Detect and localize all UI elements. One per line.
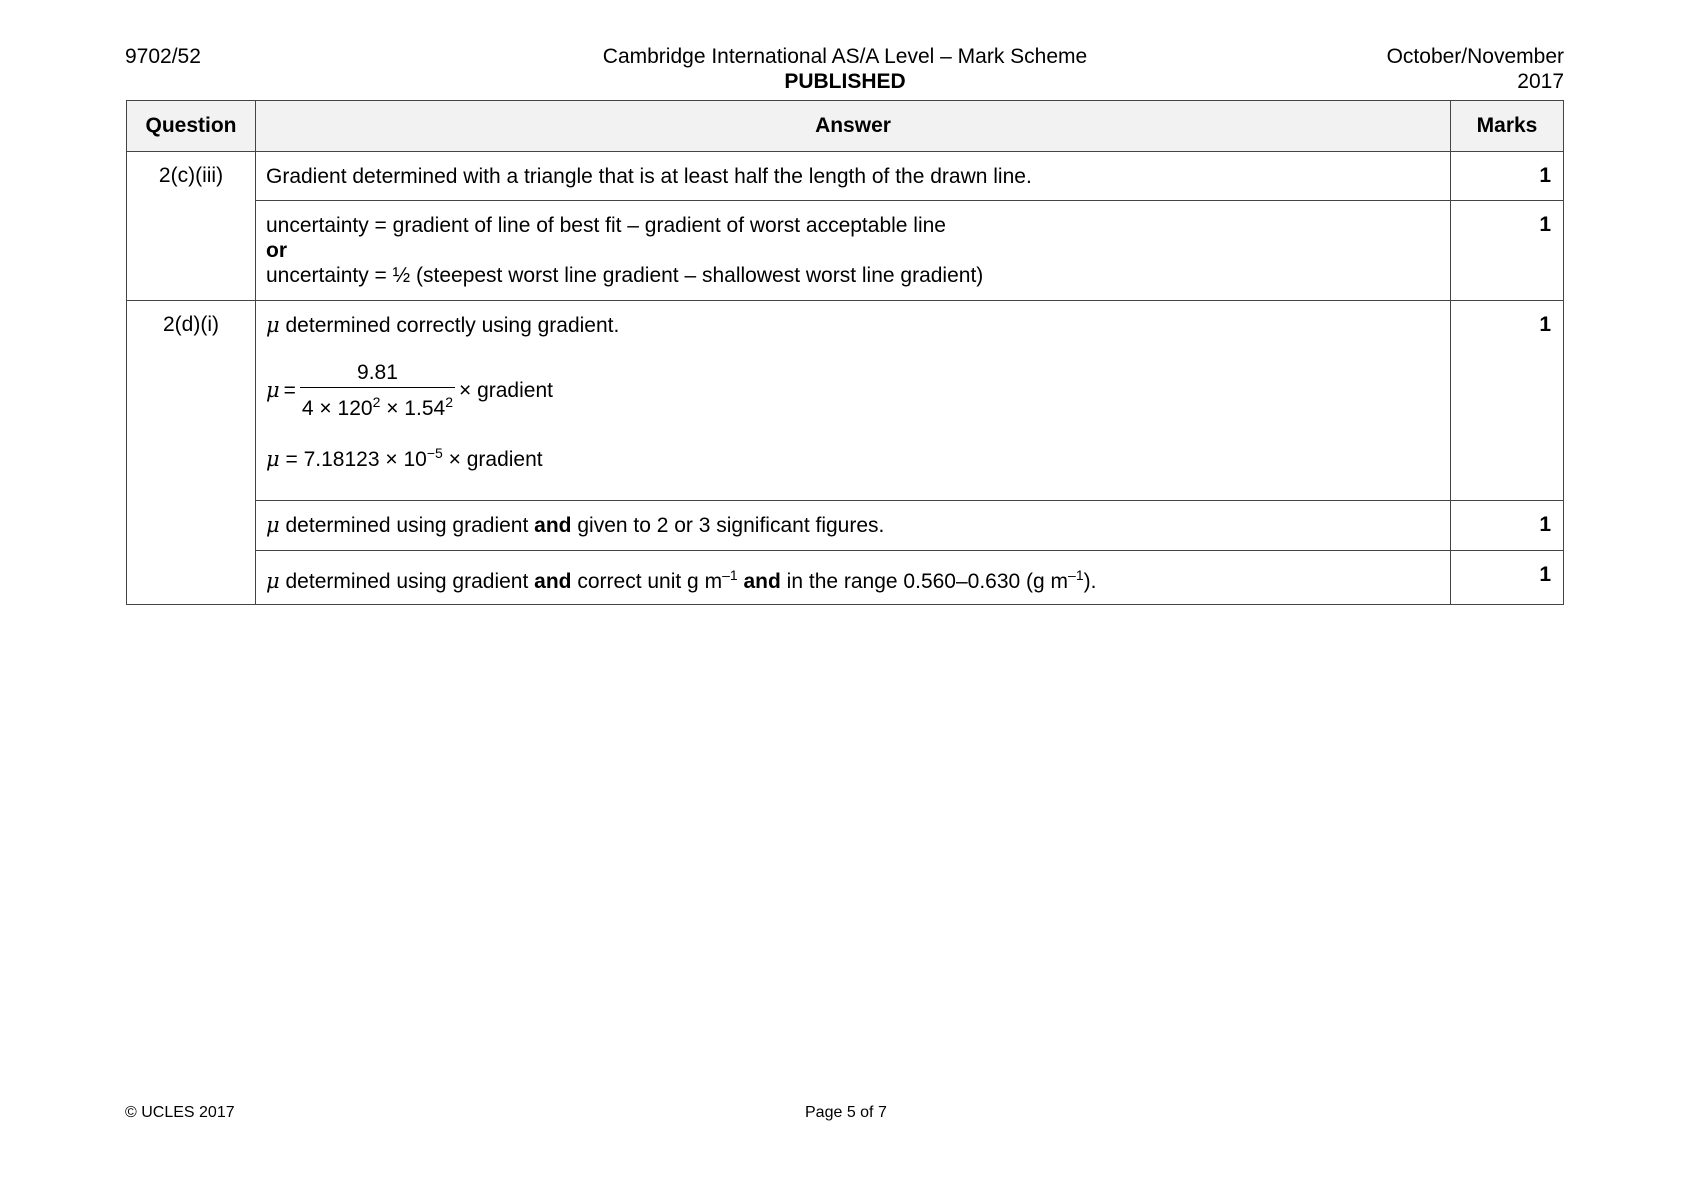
page-number: Page 5 of 7	[805, 1104, 887, 1121]
exponent: –1	[1068, 567, 1084, 583]
table-row	[127, 301, 1564, 501]
denominator-part: 4 × 120	[301, 397, 373, 420]
table-header-row	[127, 101, 1564, 152]
marks-cell: 1	[1451, 201, 1564, 301]
exponent: 2	[445, 394, 453, 410]
marks-cell: 1	[1451, 551, 1564, 605]
answer-text: determined using gradient	[285, 514, 535, 537]
answer-text: ).	[1083, 570, 1097, 593]
answer-and: and	[534, 514, 572, 537]
column-header-marks: Marks	[1451, 101, 1564, 152]
mu-symbol: μ	[266, 569, 280, 593]
session-year: 2017	[1517, 70, 1564, 93]
answer-line: uncertainty = gradient of line of best fit – gradient of worst acceptable line	[266, 214, 946, 237]
answer-text: determined correctly using gradient.	[285, 314, 620, 337]
marks-cell: 1	[1451, 501, 1564, 551]
marks-cell: 1	[1451, 301, 1564, 501]
answer-line: uncertainty = ½ (steepest worst line gradient – shallowest worst line gradient)	[266, 264, 984, 287]
copyright: © UCLES 2017	[125, 1104, 235, 1121]
mu-symbol: μ	[266, 378, 280, 402]
paper-code: 9702/52	[125, 45, 201, 68]
answer-text: in the range 0.560–0.630 (g m	[780, 570, 1069, 593]
answer-cell	[256, 301, 1451, 501]
question-number: 2(c)(iii)	[127, 152, 256, 301]
answer-cell	[256, 501, 1451, 551]
mu-symbol: μ	[266, 513, 280, 537]
equation-text: × gradient	[442, 448, 543, 471]
equation-text: = 7.18123 × 10	[285, 448, 427, 471]
equals-sign: =	[283, 379, 296, 402]
session-name: October/November	[1386, 45, 1564, 68]
document-title: Cambridge International AS/A Level – Mark Scheme	[602, 45, 1088, 68]
question-number: 2(d)(i)	[127, 301, 256, 605]
exam-session	[1387, 44, 1564, 94]
exponent: −5	[426, 445, 443, 461]
answer-cell	[256, 201, 1451, 301]
times-gradient: × gradient	[458, 379, 553, 402]
fraction	[300, 360, 455, 421]
answer-and: and	[743, 570, 781, 593]
answer-text: given to 2 or 3 significant figures.	[571, 514, 885, 537]
mu-symbol: μ	[266, 313, 280, 337]
mark-scheme-table	[126, 100, 1564, 605]
column-header-question: Question	[127, 101, 256, 152]
answer-cell: Gradient determined with a triangle that is at least half the length of the drawn line.	[256, 152, 1451, 201]
table-row	[127, 201, 1564, 301]
fraction-numerator: 9.81	[300, 360, 455, 388]
answer-cell	[256, 551, 1451, 605]
denominator-part: × 1.54	[380, 397, 446, 420]
answer-and: and	[534, 570, 572, 593]
mu-symbol: μ	[266, 447, 280, 471]
column-header-answer: Answer	[256, 101, 1451, 152]
answer-line	[266, 313, 1440, 338]
table-row	[127, 551, 1564, 605]
equation-mu-fraction	[266, 360, 1440, 421]
table-row	[127, 501, 1564, 551]
exponent: 2	[372, 394, 381, 410]
equation-mu-value	[266, 441, 1440, 472]
answer-or: or	[266, 239, 287, 262]
table-row	[127, 152, 1564, 201]
answer-text: correct unit g m	[571, 570, 723, 593]
answer-text: determined using gradient	[285, 570, 535, 593]
exponent: –1	[722, 567, 738, 583]
publication-status: PUBLISHED	[784, 70, 906, 93]
fraction-denominator	[300, 388, 455, 421]
marks-cell: 1	[1451, 152, 1564, 201]
